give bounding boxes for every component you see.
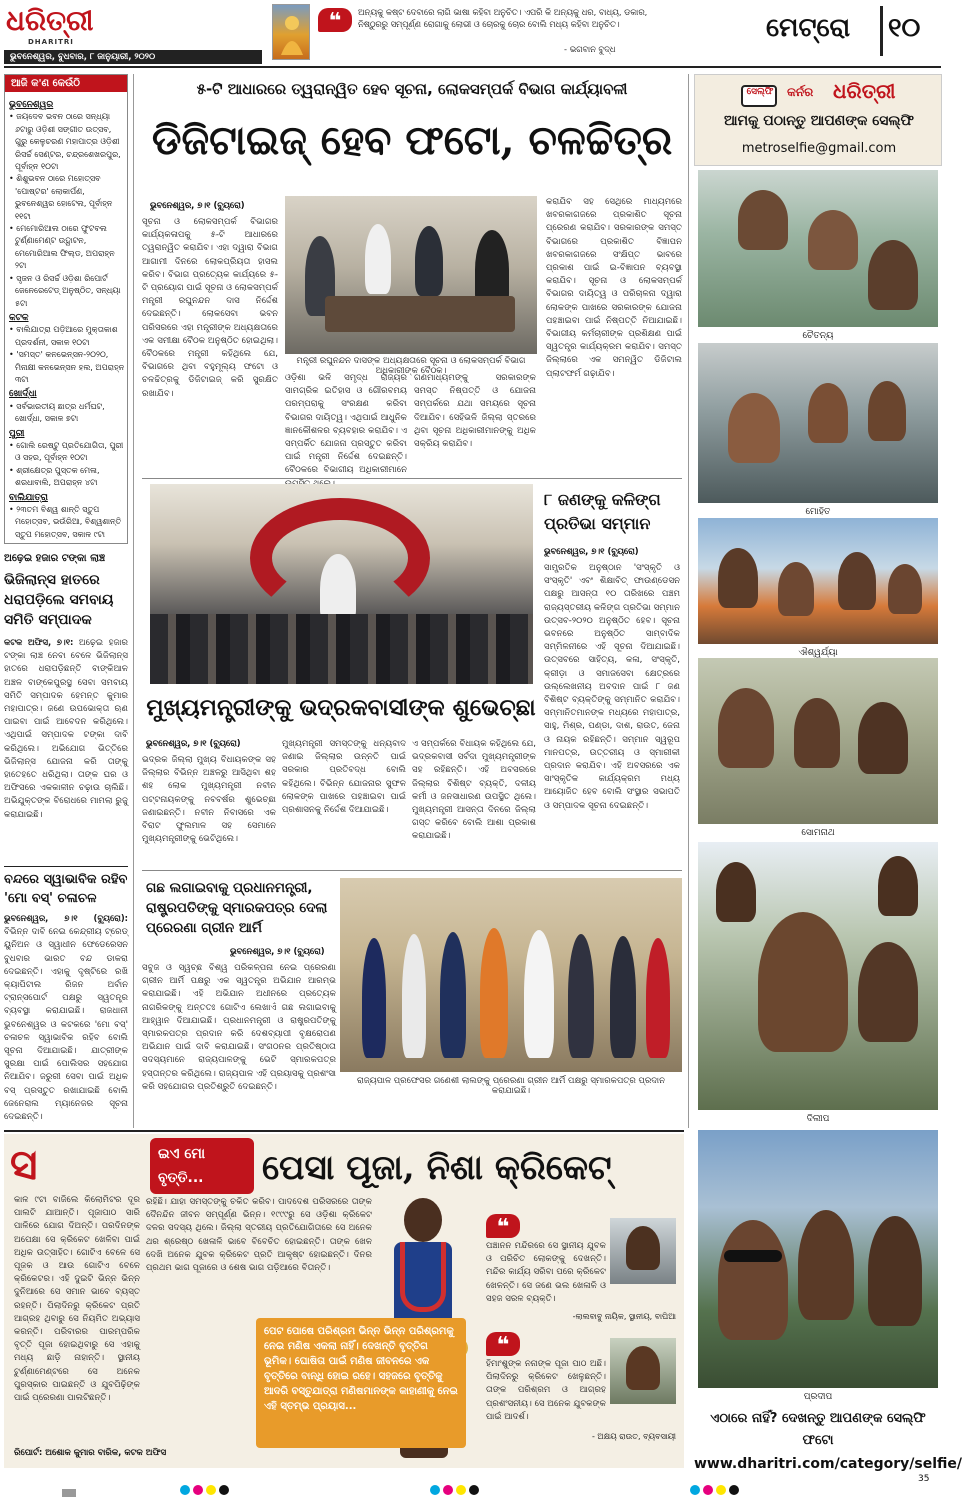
masthead-quote-author: - ଭଗବାନ ବୁଦ୍ଧ <box>564 44 616 54</box>
cm-garland-photo <box>150 484 533 684</box>
feature-quote1-author: -ଲାଲବାବୁ ନାୟିକ, ସ୍ଥାନୀୟ, ବାଘିଆ <box>572 1312 676 1321</box>
vigilance-headline: ଭିଜିଲାନ୍ସ ହାତରେ ଧରାପଡ଼ିଲେ ସମବାୟ ସମିତି ସମ୍ପାଦକ <box>4 572 114 628</box>
person-figure <box>365 224 391 294</box>
person-face <box>808 383 848 443</box>
page-folio: 35 <box>918 1474 930 1484</box>
kalinga-dateline: ଭୁବନେଶ୍ୱର, ୭।୧ (ବ୍ୟୁରୋ) <box>544 546 639 556</box>
person-face <box>888 564 922 614</box>
vigilance-story <box>4 552 128 862</box>
events-item <box>9 465 125 490</box>
feature-headline: ପେସା ପୂଜା, ନିଶା କ୍ରିକେଟ୍ <box>262 1148 612 1188</box>
selfie-caption-4 <box>698 828 938 838</box>
bullet-icon: • <box>9 401 17 411</box>
green-army-photo <box>340 878 682 1072</box>
selfie-caption-6 <box>698 1392 938 1402</box>
events-box <box>4 74 128 544</box>
person-figure <box>480 928 508 1058</box>
masthead-quote: ଅନ୍ୟକୁ କଷ୍ଟ ଦେବାରେ ଲାଗି ଭାଷା କହିବା ଅନୁଚିତ। ଏପରି କି ଅନ୍ୟକୁ ଧର, ବାଧ୍ୟ, ଡକାର, ନିଷ୍ଠୁରରୁ ସମ୍ପୂର୍ଣ୍ଣ ରୋଗାକୁ ଲୋଭୀ ଓ ଚୋରକୁ ଚୋର ବୋଲି ମଧ୍ୟ କହିବା ଅନୁଚିତ। <box>358 7 648 29</box>
person-figure <box>568 934 594 1058</box>
events-title: ଆଜି କ'ଣ କେଉଁଠି <box>5 75 127 92</box>
selfie-footer-line: ଏଠାରେ ନାହିଁ? ଦେଖନ୍ତୁ ଆପଣଙ୍କ ସେଲ୍ଫି ଫଟୋ <box>710 1411 926 1448</box>
cm-wish-dateline: ଭୁବନେଶ୍ୱର, ୭।୧ (ବ୍ୟୁରୋ) <box>146 738 241 748</box>
cm-wish-col1: ଭଦ୍ରକ ଜିଲ୍ଲା ମୁଖ୍ୟ ବିଧାୟକଙ୍କ ସହ ଜିଲ୍ଲାର ବିଭିନ୍ନ ଅଞ୍ଚଳରୁ ଆସିଥିବା ଶହ ଶହ ଲୋକ ମୁଖ୍ୟମନ୍ତ୍ରୀ ନବୀନ ପଟ୍ଟନାୟକଙ୍କୁ ନବବର୍ଷର ଶୁଭେଚ୍ଛା ଜଣାଇଛନ୍ତି। ନବୀନ ନିବାସରେ ଏକ ବିରାଟ ଫୁଲମାଳ ସହ ସେମାନେ ମୁଖ୍ୟମନ୍ତ୍ରୀଙ୍କୁ ଭେଟିଥିଲେ। <box>142 755 276 845</box>
registration-marks-left <box>62 1482 142 1501</box>
quote1-portrait <box>610 1218 676 1284</box>
lead-photo <box>285 196 537 354</box>
selfie-footer <box>694 1408 962 1472</box>
left-column-rule <box>133 74 134 1128</box>
events-list <box>9 97 125 541</box>
selfie-caption-3 <box>698 648 938 658</box>
person-face <box>858 942 918 1042</box>
person-face <box>718 688 774 768</box>
person-face <box>758 912 848 1052</box>
selfie-name: ଐଶ୍ୱର୍ଯ୍ୟା <box>798 648 838 658</box>
feature-quote1: ପଞ୍ଚାନନ ମନ୍ଦିରରେ ସେ ସ୍ଥାନୀୟ ଯୁବକ ଓ ପରିଚିତ ଲୋକଙ୍କୁ ଦେଖନ୍ତି। ମନ୍ଦିର କାର୍ଯ୍ୟ ସରିବା ପରେ କ୍ରିକେଟ ଖେଳନ୍ତି। ସେ ଜଣେ ଭଲ ଖେଳାଳି ଓ ସହଜ ସରଳ ବ୍ୟକ୍ତି। <box>486 1241 606 1304</box>
feature-badge <box>150 1138 254 1194</box>
cm-wish-headline: ମୁଖ୍ୟମନ୍ତ୍ରୀଙ୍କୁ ଭଦ୍ରକବାସୀଙ୍କ ଶୁଭେଚ୍ଛା <box>146 695 536 721</box>
mobus-text: ବିଭିନ୍ନ ଦାବି ନେଇ କେନ୍ଦ୍ରୀୟ ଟ୍ରେଡ୍ ୟୁନିଅନ ଓ ସ୍ୱାଧୀନ ଫେଡେରେସନ ବୁଧବାର ଭାରତ ବନ୍ଦ ଡାକରା ଦେଇଛନ୍ତି। ଏହାକୁ ଦୃଷ୍ଟିରେ ରଖି କ୍ୟାପିଟାଲ ରିଜନ ଅର୍ବାନ ଟ୍ରାନ୍ସପୋର୍ଟ ପକ୍ଷରୁ ସ୍ୱତନ୍ତ୍ର ବ୍ୟବସ୍ଥା କରାଯାଇଛି। ରାଜଧାନୀ ଭୁବନେଶ୍ୱର ଓ କଟକରେ 'ମୋ ବସ୍' ଚଳାଚଳ ସ୍ୱାଭାବିକ ରହିବ ବୋଲି ସୂଚନା ଦିଆଯାଇଛି। ଯାତ୍ରୀଙ୍କ ସୁରକ୍ଷା ପାଇଁ ପୋଲିସର ସହଯୋଗ ନିଆଯିବ। ଜରୁରୀ ସେବା ପାଇଁ ଅଧିକ ବସ୍ ପ୍ରସ୍ତୁତ ରଖାଯାଇଛି ବୋଲି ଜେନେରାଲ ମ୍ୟାନେଜର ସୂଚନା ଦେଇଛନ୍ତି। <box>4 927 128 1123</box>
person-face <box>878 856 918 916</box>
buddha-image <box>272 4 310 60</box>
selfie-photo-3 <box>698 518 938 644</box>
person-face <box>718 1220 788 1340</box>
feature-quote2-author: - ଅକ୍ଷୟ ରାଉତ, ବ୍ୟବସାୟୀ <box>591 1432 676 1441</box>
selfie-name: ଦିଲୀପ <box>806 1114 830 1124</box>
person-face <box>808 210 858 270</box>
selfie-caption-1 <box>698 331 938 341</box>
events-item-text: 'ସମସ୍ତ' କନଭେନ୍ସନ-୨୦୨୦, ମିନାକ୍ଷୀ କନଭେନ୍ସନ ହଲ, ଅପରାହ୍ନ ୩ଟା <box>15 350 125 384</box>
person-figure <box>524 930 554 1058</box>
person-face <box>626 1346 660 1390</box>
person-face <box>794 698 840 768</box>
person-face <box>868 240 918 310</box>
feature-quote2: ହିମାଂଶୁଙ୍କ ନନାଙ୍କ ପୂଜା ପାଠ ଅଛି। ପିଲାଦିନରୁ କ୍ରିକେଟ ଖେଳୁଛନ୍ତି। ତାଙ୍କ ପରିଶ୍ରମ ଓ ଆଗ୍ରହ ପ୍ରଶଂସନୀୟ। ସେ ଅନେକ ଯୁବକଙ୍କ ପାଇଁ ଆଦର୍ଶ। <box>486 1359 606 1422</box>
green-army-body: ସବୁଜ ଓ ସ୍ୱଚ୍ଛ ବିଶ୍ୱ ପରିକଳ୍ପନା ନେଇ ପ୍ରେରଣା ଗ୍ରୀନ ଆର୍ମି ପକ୍ଷରୁ ଏକ ସ୍ୱତନ୍ତ୍ର ଅଭିଯାନ ଆରମ୍ଭ କରାଯାଇଛି। ଏହି ଅଭିଯାନ ଅଧୀନରେ ପ୍ରତ୍ୟେକ ନାଗରିକଙ୍କୁ ଅନ୍ତତଃ ଗୋଟିଏ ଲେଖାଏଁ ଗଛ ଲଗାଇବାକୁ ଆହ୍ୱାନ ଦିଆଯାଇଛି। ପ୍ରଧାନମନ୍ତ୍ରୀ ଓ ରାଷ୍ଟ୍ରପତିଙ୍କୁ ସ୍ମାରକପତ୍ର ପ୍ରଦାନ କରି ଦେଶବ୍ୟାପୀ ବୃକ୍ଷରୋପଣ ଅଭିଯାନ ପାଇଁ ଦାବି କରାଯାଇଛି। ସଂଗଠନର ପ୍ରତିଷ୍ଠାତା ସଦସ୍ୟମାନେ ରାଜ୍ୟପାଳଙ୍କୁ ଭେଟି ସ୍ମାରକପତ୍ର ହସ୍ତାନ୍ତର କରିଥିଲେ। ରାଜ୍ୟପାଳ ଏହି ପ୍ରୟାସକୁ ପ୍ରଶଂସା କରି ସହଯୋଗର ପ୍ରତିଶ୍ରୁତି ଦେଇଛନ୍ତି। <box>142 963 336 1092</box>
person-face <box>838 552 876 610</box>
selfie-banner-left: ସେଲ୍ଫି <box>746 87 774 97</box>
selfie-caption-5 <box>698 1114 938 1124</box>
section-divider <box>880 6 883 56</box>
lead-col2: ଓଡ଼ିଶା ଭଳି ସମୃଦ୍ଧ ରାଜ୍ୟର ସାମଗ୍ରିକ ଇତିହାସ ଓ ଗୌରବମୟ ପରମ୍ପରାକୁ ସଂରକ୍ଷଣ କରିବା ବିଭାଗର ଦାୟିତ୍ୱ। ଏଥିପାଇଁ ଆଧୁନିକ ଜ୍ଞାନକୌଶଳର ବ୍ୟବହାର କରାଯିବ। ଏ ସମ୍ପର୍କିତ ଯୋଜନା ପ୍ରସ୍ତୁତ କରିବା ପାଇଁ ମନ୍ତ୍ରୀ ନିର୍ଦ୍ଦେଶ ଦେଇଛନ୍ତି। ବୈଠକରେ ବିଭାଗୀୟ ଅଧିକାରୀମାନେ <box>285 373 407 476</box>
garland-scarf <box>400 1242 446 1312</box>
feature-badge-text: ଇଏ ମୋ ବୃତ୍ତି... <box>158 1146 206 1186</box>
lead-photo-caption: ମନ୍ତ୍ରୀ ରଘୁନନ୍ଦନ ଦାସଙ୍କ ଅଧ୍ୟକ୍ଷତାରେ ସୂଚନା ଓ ଲୋକସମ୍ପର୍କ ବିଭାଗ ଅଧିକାରୀଙ୍କ ବୈଠକ। <box>296 356 526 376</box>
mid-rule <box>142 870 682 871</box>
quote2-portrait <box>610 1338 676 1404</box>
selfie-name: ସୋମନାଥ <box>801 828 835 838</box>
bullet-icon: • <box>9 505 17 514</box>
mobus-headline: ବନ୍ଦରେ ସ୍ୱାଭାବିକ ରହିବ 'ମୋ ବସ୍' ଚଳାଚଳ <box>4 872 128 906</box>
person-figure <box>440 932 466 1058</box>
person-face <box>626 1226 660 1270</box>
feature-drop-cap: ସ <box>10 1140 38 1189</box>
selfie-photo-6 <box>698 1130 938 1388</box>
events-item <box>9 401 125 426</box>
person-head <box>404 1198 442 1242</box>
bullet-icon: • <box>9 465 17 475</box>
sunglasses <box>724 1250 782 1262</box>
selfie-banner <box>694 74 942 166</box>
person-face <box>728 393 780 463</box>
events-item <box>9 440 125 465</box>
selfie-email: metroselfie@gmail.com <box>741 141 897 156</box>
events-location: ପୁରୀ <box>9 428 25 439</box>
meeting-table <box>325 296 515 332</box>
masthead-dateline: ଭୁବନେଶ୍ୱର, ବୁଧବାର, ୮ ଜାନୁୟାରୀ, ୨୦୨୦ <box>10 52 156 62</box>
person-face <box>778 562 814 616</box>
kalinga-headline: ୮ ଜଣଙ୍କୁ କଳିଙ୍ଗ ପ୍ରତିଭା ସମ୍ମାନ <box>544 490 661 533</box>
lead-headline: ଡିଜିଟାଇଜ୍ ହେବ ଫଟୋ, ଚଳଚ୍ଚିତ୍ର <box>151 117 673 164</box>
selfie-banner-right: ଧରିତ୍ରୀ <box>833 79 896 103</box>
selfie-footer-url[interactable]: www.dharitri.com/category/selfie/ <box>694 1456 962 1472</box>
lead-kicker: ୫-ଟି ଆଧାରରେ ତ୍ୱରାନ୍ୱିତ ହେବ ସୂଚନା, ଲୋକସମ୍ପର୍କ ବିଭାଗ କାର୍ଯ୍ୟାବଳୀ <box>196 80 628 98</box>
kalinga-body: ସାମ୍ପ୍ରତିକ ଅନୁଷ୍ଠାନ 'ସଂସ୍କୃତି ଓ ସଂସ୍କୃତି' ଏବଂ ଶିକ୍ଷାବିତ୍ ଫାଉଣ୍ଡେସନ ପକ୍ଷରୁ ଆସନ୍ତା ୧୦ ତାରିଖରେ ପଞ୍ଚମ ରାଜ୍ୟସ୍ତରୀୟ କଳିଙ୍ଗ ପ୍ରତିଭା ସମ୍ମାନ ଉତ୍ସବ-୨୦୨୦ ଅନୁଷ୍ଠିତ ହେବ। ସୂଚନା ଭବନରେ ଅନୁଷ୍ଠିତ ସାମ୍ବାଦିକ ସମ୍ମିଳନୀରେ ଏହି ସୂଚନା ଦିଆଯାଇଛି। ଉତ୍ସବରେ ସାହିତ୍ୟ, କଳା, ସଂସ୍କୃତି, କ୍ରୀଡ଼ା ଓ ସମାଜସେବା କ୍ଷେତ୍ରରେ ଉଲ୍ଲେଖନୀୟ ଅବଦାନ ପାଇଁ ୮ ଜଣ ବିଶିଷ୍ଟ ବ୍ୟକ୍ତିଙ୍କୁ ସମ୍ମାନିତ କରାଯିବ। ସମ୍ମାନିତମାନଙ୍କ ମଧ୍ୟରେ ମହାପାତ୍ର, ସାହୁ, ମିଶ୍ର, ପଣ୍ଡା, ଦାଶ, ରାଉତ, ଜେନା ଓ ନାୟକ ରହିଛନ୍ତି। ସମ୍ମାନ ସ୍ୱରୂପ ମାନପତ୍ର, ଉତ୍ତରୀୟ ଓ ସ୍ମାରୀକୀ ପ୍ରଦାନ କରାଯିବ। ଏହି ଅବସରରେ ଏକ ସାଂସ୍କୃତିକ କାର୍ଯ୍ୟକ୍ରମ ମଧ୍ୟ ଆୟୋଜିତ ହେବ ବୋଲି ସଂସ୍ଥାର ସଭାପତି ଓ ସମ୍ପାଦକ ସୂଚନା ଦେଇଛନ୍ତି। <box>544 563 680 811</box>
bullet-icon: • <box>9 224 17 234</box>
events-item <box>9 223 125 273</box>
person-face <box>738 190 788 250</box>
bullet-icon: • <box>9 112 17 122</box>
events-item-text: ଶ୍ରୀକ୍ଷେତ୍ର ପୁସ୍ତକ ମେଳା, ଶରଧାବାଲି, ଅପରାହ୍ନ ୪ଟା <box>15 465 100 488</box>
bullet-icon: • <box>9 350 17 360</box>
lead-col3: ଗଣମାଧ୍ୟମଙ୍କୁ ସରକାରଙ୍କ ସମସ୍ତ ନିଷ୍ପତ୍ତି ଓ ଯୋଜନା ସମ୍ପର୍କରେ ଯଥା ସମୟରେ ସୂଚନା ଦିଆଯିବ। ସେହିଭଳି ଜିଲ୍ଲା ସ୍ତରରେ ଥିବା ସୂଚନା ଅଧିକାରୀମାନଙ୍କୁ ଅଧିକ ସକ୍ରିୟ କରାଯିବ। <box>414 373 536 450</box>
vigilance-dateline: କଟକ ଅଫିସ, ୭।୧: <box>4 637 74 647</box>
person-face <box>718 548 758 608</box>
color-marks-right <box>690 1480 770 1499</box>
bullet-icon: • <box>9 440 17 450</box>
events-item <box>9 173 125 223</box>
person-figure <box>415 226 443 296</box>
color-marks-left <box>180 1480 260 1499</box>
events-item-text: ବାଲିଯାତ୍ରା ପଡ଼ିଆରେ ମୁକ୍ତାକାଶ ପ୍ରଦର୍ଶନୀ, ସକାଳ ୧୦ଟା <box>15 325 118 347</box>
feature-reporter: ରିପୋର୍ଟ: ଅଶୋକ କୁମାର ବାରିକ, କଟକ ଅଫିସ <box>14 1448 167 1458</box>
events-item-text: ୨୩ତମ ବିଶ୍ୱ ଶାନ୍ତି ସ୍ତୁପ ମହୋତ୍ସବ, ଭଉଁରିଆ, ବିଶ୍ୱଶାନ୍ତି ସ୍ତୁପ ମହୋତ୍ସବ, ସକାଳ ୯ଟା <box>15 505 122 539</box>
vigilance-body <box>4 636 128 858</box>
selfie-photo-2 <box>698 343 938 503</box>
selfie-name: ପ୍ରଦୀପ <box>803 1392 833 1402</box>
feature-pull-quote: ପେଟ ପୋଷେ ପରିଶ୍ରମ ଭିନ୍ନ ଭିନ୍ନ ପରିଶ୍ରମକୁ ନେଇ ମଣିଷ ଏକଲା ନାହିଁ। ଦେଖନ୍ତି ବୃତ୍ତିଗ ଭୂମିକ। ଘୋଷିତା ପାଇଁ ମଣିଷ ଜୀବନରେ ଏକ ବୃତ୍ତିରେ ବାନ୍ଧି ହୋଇ ରହେ। ସହଜରେ ବୃତ୍ତିକୁ ଆଦରି ବସ୍ତୁଯାତ୍ରା ମଣିଷମାନଙ୍କ କାହାଣୀକୁ ନେଇ ଏହି ସ୍ତମ୍ଭ ପ୍ରୟାସ... <box>264 1326 458 1412</box>
bullet-icon: • <box>9 325 17 335</box>
bullet-icon: • <box>9 174 17 184</box>
events-location: ଭୁବନେଶ୍ୱର <box>9 100 54 110</box>
mobus-story <box>4 870 128 1126</box>
person-figure <box>646 938 670 1058</box>
green-army-caption: ରାଜ୍ୟପାଳ ପ୍ରଫେସର ଗଣେଶୀ ଲାଲଙ୍କୁ ପ୍ରେରଣା ଗ୍ରୀନ ଆର୍ମି ପକ୍ଷରୁ ସ୍ମାରକପତ୍ର ପ୍ରଦାନ କରାଯାଇଛି। <box>357 1076 665 1096</box>
quote-mark-icon: ❝ <box>318 8 352 32</box>
lead-bottom-rule <box>142 478 682 479</box>
events-item <box>9 324 125 349</box>
person-face <box>868 381 906 441</box>
selfie-caption-2 <box>698 507 938 517</box>
person-face <box>868 1216 922 1326</box>
selfie-name: ମୋହିତ <box>805 507 831 517</box>
buddha-icon <box>273 5 311 61</box>
green-army-headline: ଗଛ ଲଗାଇବାକୁ ପ୍ରଧାନମନ୍ତ୍ରୀ, ରାଷ୍ଟ୍ରପତିଙ୍କୁ ସ୍ମାରକପତ୍ର ଦେଲା ପ୍ରେରଣା ଗ୍ରୀନ ଆର୍ମି <box>146 880 328 936</box>
logo-wordmark: ଧରିତ୍ରୀ <box>6 4 94 37</box>
events-item-text: ଗୋଲି ରେଷ୍ଟୁ ପ୍ରତିଯୋଗିତା, ପୁରୀ ଓ ସହର, ପୂର୍ବାହ୍ନ ୧୦ଟା <box>15 440 124 463</box>
events-item-text: ମେମୋରିଆଲ ଠାରେ ଫୁଟବଲ ଟୁର୍ଣ୍ଣାମେଣ୍ଟ ଉଦ୍ଘାଟନ, ମେମୋରିଆଲ ଫିଲ୍ଡ, ଅପରାହ୍ନ ୨ଟା <box>15 224 115 271</box>
logo-subtitle: DHARITRI <box>28 38 74 46</box>
events-item-text: ସର୍ବଭାରତୀୟ ଛାତ୍ର ଧର୍ମଘଟ, ଖୋର୍ଦ୍ଧା, ସକାଳ ୭ଟା <box>15 401 105 424</box>
cm-wish-col3: ଏ ସମ୍ପର୍କରେ ବିଧାୟକ କହିଥିଲେ ଯେ, ଭଦ୍ରକବାସୀ ସର୍ବଦା ମୁଖ୍ୟମନ୍ତ୍ରୀଙ୍କ ସହ ରହିଛନ୍ତି। ଏହି ଅବସରରେ ଜିଲ୍ଲାର ବିଶିଷ୍ଟ ବ୍ୟକ୍ତି, ଦଳୀୟ କର୍ମୀ ଓ ଜନସାଧାରଣ ଉପସ୍ଥିତ ଥିଲେ। ମୁଖ୍ୟମନ୍ତ୍ରୀ ଆସନ୍ତା ଦିନରେ ଜିଲ୍ଲା ଗସ୍ତ କରିବେ ବୋଲି ଆଶା ପ୍ରକାଶ କରାଯାଇଛି। <box>412 739 536 842</box>
vigilance-text: ଅଢ଼େଇ ହଜାର ଟଙ୍କା ଲାଞ୍ଚ ନେବା ବେଳେ ଭିଜିଲାନ୍ସ ହାତରେ ଧରାପଡ଼ିଛନ୍ତି ବାଙ୍କିଆଳ ଅଞ୍ଚଳ ବାଙ୍କେପୁରସ୍ଥ ସେବା ସମବାୟ ସମିତି ସମ୍ପାଦକ ହେମନ୍ତ କୁମାର ମହାପାତ୍ର। ଜଣେ ଉପଭୋକ୍ତା ଋଣ ପାଇବା ପାଇଁ ଆବେଦନ କରିଥିଲେ। ଏଥିପାଇଁ ସମ୍ପାଦକ ଟଙ୍କା ଦାବି କରିଥିଲେ। ଅଭିଯୋଗ ଭିତ୍ତିରେ ଭିଜିଲାନ୍ସ ଯୋଜନା କରି ତାଙ୍କୁ ହାତେହତେ ଧରିଥିଲା। ତାଙ୍କ ଘର ଓ ଅଫିସରେ ଏକକାଳୀନ ଚଢ଼ାଉ ଚାଲିଛି। ଅଭିଯୁକ୍ତଙ୍କ ବିରୋଧରେ ମାମଲା ରୁଜୁ କରାଯାଇଛି। <box>4 638 128 820</box>
mobus-body <box>4 912 128 1124</box>
events-location: କଟକ <box>9 312 29 323</box>
person-face <box>798 1210 854 1320</box>
page-number: ୧୦ <box>888 13 921 43</box>
events-item-text: ସୃଜନ ଓ ରିସର୍ଚ୍ଚ ଓଡ଼ିଶା ରିପୋର୍ଟ ଜେନେରେଟେଡ୍ ଅନୁଷ୍ଠିତ, ସନ୍ଧ୍ୟା ୫ଟା <box>15 273 121 308</box>
events-item <box>9 504 125 541</box>
selfie-name: ଚୈତନ୍ୟ <box>802 331 834 341</box>
vigilance-kicker: ଅଢ଼େଇ ହଜାର ଟଙ୍କା ଲାଞ୍ଚ <box>4 553 105 564</box>
person-figure <box>610 936 636 1058</box>
section-name: ମେଟ୍ରୋ <box>766 13 851 43</box>
events-item-text: ଶିଶୁଭବନ ଠାରେ ମହୋତ୍ସବ 'ପୋଷ୍ଟର' ଲୋକାର୍ପଣ, ଭୁବନେଶ୍ୱର ହୋଟେଲ, ପୂର୍ବାହ୍ନ ୧୧ଟା <box>15 174 113 221</box>
feature-col2b <box>146 1312 250 1446</box>
events-location: ବାଲିଯାତ୍ରା <box>9 492 48 503</box>
feature-pull-quote-box <box>256 1318 466 1448</box>
crowd <box>150 614 533 684</box>
bullet-icon: • <box>9 273 17 283</box>
events-item <box>9 111 125 173</box>
cm-wish-col2: ମୁଖ୍ୟମନ୍ତ୍ରୀ ସମସ୍ତଙ୍କୁ ଧନ୍ୟବାଦ ଜଣାଇ ଜିଲ୍ଲାର ଉନ୍ନତି ପାଇଁ ସରକାର ପ୍ରତିବଦ୍ଧ ବୋଲି କହିଥିଲେ। ବିଭିନ୍ନ ଯୋଜନାର ସୁଫଳ ଲୋକଙ୍କ ପାଖରେ ପହଞ୍ଚାଇବା ପାଇଁ ପ୍ରଶାସନକୁ ନିର୍ଦ୍ଦେଶ ଦିଆଯାଇଛି। <box>282 739 406 816</box>
events-item <box>9 349 125 386</box>
selfie-banner-mid: କର୍ନର <box>787 85 814 99</box>
person-face <box>858 702 908 774</box>
person-face <box>716 862 756 922</box>
quote-mark-icon: ❝ <box>486 1332 520 1356</box>
masthead <box>0 0 945 66</box>
center-right-rule <box>688 74 689 1128</box>
selfie-photo-5 <box>698 842 938 1110</box>
events-item-text: ଜୟଦେବ ଭବନ ଠାରେ ସନ୍ଧ୍ୟା ୬ଟାରୁ ଓଡ଼ିଶୀ ସଙ୍ଗୀତ ଉତ୍ସବ, ଗୁରୁ କେଳୁଚରଣ ମହାପାତ୍ର ଓଡ଼ିଶୀ ରିସର୍ଚ୍ଚ ସେଣ୍ଟର, ଚନ୍ଦ୍ରଶେଖରପୁର, ପୂର୍ବାହ୍ନ ୧୦ଟା <box>15 112 121 172</box>
masthead-rule <box>4 66 941 68</box>
lead-dateline: ଭୁବନେଶ୍ୱର, ୭।୧ (ବ୍ୟୁରୋ) <box>150 200 245 210</box>
selfie-invite: ଆମକୁ ପଠାନ୍ତୁ ଆପଣଙ୍କ ସେଲ୍ଫି <box>724 113 914 129</box>
masthead-logo <box>6 4 134 50</box>
selfie-photo-1 <box>698 170 938 327</box>
lead-col1: ସୂଚନା ଓ ଲୋକସମ୍ପର୍କ ବିଭାଗର କାର୍ଯ୍ୟକଳାପକୁ ୫-ଟି ଆଧାରରେ ତ୍ୱରାନ୍ୱିତ କରାଯିବ। ଏହା ଦ୍ୱାରା ବିଭାଗ ଆଗାମୀ ଦିନରେ ଲୋକପ୍ରିୟତା ହାସଲ କରିବ। ବିଭାଗ ପ୍ରତ୍ୟେକ କାର୍ଯ୍ୟରେ ୫-ଟି ପ୍ରୟୋଗ ପାଇଁ ସୂଚନା ଓ ଲୋକସମ୍ପର୍କ ମନ୍ତ୍ରୀ ରଘୁନନ୍ଦନ ଦାସ ନିର୍ଦ୍ଦେଶ ଦେଇଛନ୍ତି। ଲୋକସେବା ଭବନ ପରିସରରେ ଏହା ମନ୍ତ୍ରୀଙ୍କ ଅଧ୍ୟକ୍ଷତାରେ ଏକ ସମୀକ୍ଷା ବୈଠକ ଅନୁଷ୍ଠିତ ହୋଇଥିଲା। ବୈଠକରେ ମନ୍ତ୍ରୀ କହିଥିଲେ ଯେ, ବିଭାଗରେ ଥିବା ବହୁମୂଲ୍ୟ ଫଟୋ ଓ ଚଳଚ୍ଚିତ୍ରକୁ ଡିଜିଟାଇଜ୍ କରି ସୁରକ୍ଷିତ ରଖାଯିବ। <box>142 217 278 399</box>
person-figure <box>402 934 426 1058</box>
left-sep-1 <box>4 866 128 867</box>
selfie-photo-4 <box>698 658 938 824</box>
quote-mark-icon: ❝ <box>486 1214 520 1238</box>
feature-col2: ରହିଛି। ଯାହା ସମସ୍ତଙ୍କୁ ଚକିତ କରିବ। ପାଦଦେଶ ପରିସରରେ ତାଙ୍କ ଦୈନନ୍ଦିନ ଜୀବନ ସମ୍ପୂର୍ଣ୍ଣ ଭିନ୍ନ। ୧୯୯୯ରୁ ସେ ଓଡ଼ିଶା କ୍ରିକେଟ ଦଳର ସଦସ୍ୟ ଥିଲେ। ଜିଲ୍ଲା ସ୍ତରୀୟ ପ୍ରତିଯୋଗିତାରେ ସେ ଅନେକ ଥର ଶ୍ରେଷ୍ଠ ଖେଳାଳି ଭାବେ ବିବେଚିତ ହୋଇଛନ୍ତି। ତାଙ୍କ ଖେଳ ଦେଖି ଅନେକ ଯୁବକ କ୍ରିକେଟ ପ୍ରତି ଆକୃଷ୍ଟ ହୋଇଛନ୍ତି। ଦିନର ପ୍ରଥମ ଭାଗ ପୂଜାରେ ଓ ଶେଷ ଭାଗ ପଡ଼ିଆରେ ବିତାନ୍ତି। <box>146 1197 372 1274</box>
feature-col1: କାଳ ୯ଟା ବାଜିଲେ କିଲୋମିଟର ଦୂର ପାଲଟି ଯାଆନ୍ତି। ପୂଜାପାଠ ସାରି ପାଳିରେ ଯୋଗ ଦିଅନ୍ତି। ପରଦିନଙ୍କ ଅପେକ୍ଷା ସେ କ୍ରିକେଟ ଖେଳିବା ପାଇଁ ଅଧିକ ଉତ୍ସାହିତ। ଗୋଟିଏ ବେଳେ ସେ ପୂଜକ ଓ ଆଉ ଗୋଟିଏ ବେଳେ କ୍ରିକେଟର। ଏହି ଦୁଇଟି ଭିନ୍ନ ଭିନ୍ନ ଦୁନିଆରେ ସେ ସମାନ ଭାବେ ବ୍ୟସ୍ତ ରହନ୍ତି। ପିଲାଦିନରୁ କ୍ରିକେଟ ପ୍ରତି ଆଗ୍ରହ ଥିବାରୁ ସେ ନିୟମିତ ଅଭ୍ୟାସ କରନ୍ତି। ପରିବାରର ପାରମ୍ପରିକ ବୃତ୍ତି ପୂଜା ହୋଇଥିବାରୁ ସେ ଏହାକୁ ମଧ୍ୟ ଛାଡ଼ି ନାହାନ୍ତି। ସ୍ଥାନୀୟ ଟୁର୍ଣ୍ଣାମେଣ୍ଟରେ ସେ ଅନେକ ପୁରସ୍କାର ପାଇଛନ୍ତି ଓ ଯୁବପିଢ଼ିଙ୍କ ପାଇଁ ପ୍ରେରଣା ପାଲଟିଛନ୍ତି। <box>14 1195 140 1404</box>
person-figure <box>362 938 386 1058</box>
feature-top-rule <box>4 1130 684 1132</box>
color-marks-mid <box>430 1480 510 1499</box>
lead-col4: କରାଯିବ ସହ ସେଥିରେ ମାଧ୍ୟମରେ ଖବରକାଗଜରେ ପ୍ରକାଶିତ ସୂଚନା ପ୍ରେରଣ କରାଯିବ। ସରକାରଙ୍କ ସମସ୍ତ ବିଭାଗରେ ପ୍ରକାଶିତ ବିଜ୍ଞାପନ ଖବରକାଗଜରେ ସଂକ୍ଷିପ୍ତ ଭାବରେ ପ୍ରକାଶ ପାଇଁ ଇ-ବିଜ୍ଞାପନ ବ୍ୟବସ୍ଥା କରାଯିବ। ସୂଚନା ଓ ଲୋକସମ୍ପର୍କ ବିଭାଗର ଦାୟିତ୍ୱ ଓ ପରିଚାଳନା ଦ୍ୱାରା ଲୋକଙ୍କ ପାଖରେ ସରକାରଙ୍କ ଯୋଜନା ପହଞ୍ଚାଇବା ପାଇଁ ନିଷ୍ପତ୍ତି ନିଆଯାଇଛି। ବିଭାଗୀୟ କର୍ମଚାରୀଙ୍କ ପ୍ରଶିକ୍ଷଣ ପାଇଁ ସ୍ୱତନ୍ତ୍ର କାର୍ଯ୍ୟକ୍ରମ କରାଯିବ। ସମସ୍ତ ଜିଲ୍ଲାରେ ଏକ ସମନ୍ୱିତ ଡିଜିଟାଲ ପ୍ଲାଟଫର୍ମ ଗଢ଼ାଯିବ। <box>546 197 682 379</box>
mobus-dateline: ଭୁବନେଶ୍ୱର, ୭।୧ (ବ୍ୟୁରୋ): <box>4 913 128 923</box>
events-location: ଖୋର୍ଦ୍ଧା <box>9 389 37 400</box>
green-army-dateline: ଭୁବନେଶ୍ୱର, ୭।୧ (ବ୍ୟୁରୋ) <box>230 946 325 956</box>
events-item <box>9 273 125 310</box>
